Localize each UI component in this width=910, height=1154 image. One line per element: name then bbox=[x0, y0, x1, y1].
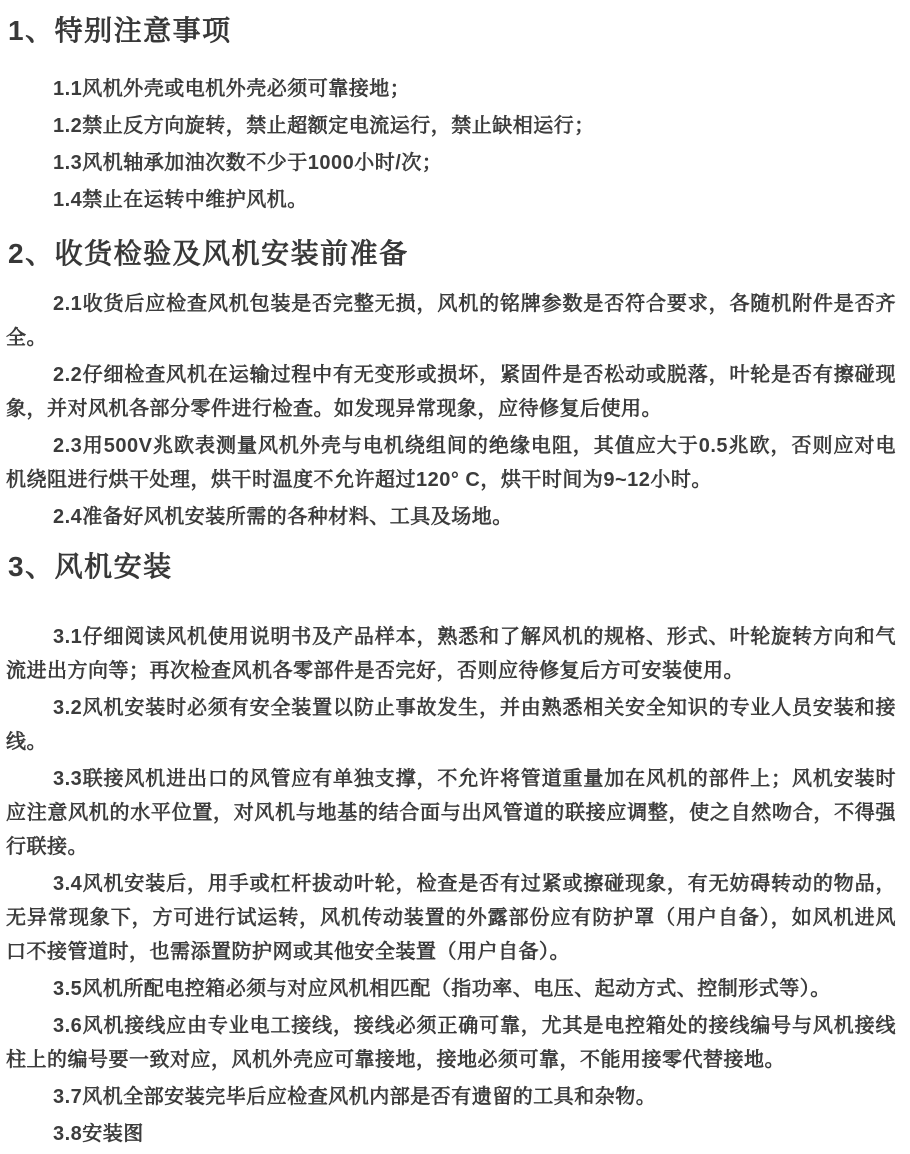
section-receiving-inspection bbox=[6, 237, 896, 534]
paragraph-3-1: 3.1仔细阅读风机使用说明书及产品样本，熟悉和了解风机的规格、形式、叶轮旋转方向和气流进出方向等；再次检查风机各零部件是否完好，否则应待修复后方可安装使用。 bbox=[6, 626, 896, 682]
paragraph-2-3: 2.3用500V兆欧表测量风机外壳与电机绕组间的绝缘电阻，其值应大于0.5兆欧，否则应对电机绕阻进行烘干处理，烘干时温度不允许超过120° C，烘干时间为9~12小时。 bbox=[6, 435, 896, 491]
section-heading-fan-installation: 3、风机安装 bbox=[8, 551, 173, 582]
paragraph-1-4: 1.4禁止在运转中维护风机。 bbox=[53, 189, 308, 211]
paragraph-2-4: 2.4准备好风机安装所需的各种材料、工具及场地。 bbox=[53, 506, 513, 528]
paragraph-3-2: 3.2风机安装时必须有安全装置以防止事故发生，并由熟悉相关安全知识的专业人员安装和接线。 bbox=[6, 697, 896, 753]
section-special-notes bbox=[6, 14, 896, 217]
paragraph-3-8: 3.8安装图 bbox=[53, 1123, 144, 1145]
paragraph-1-3: 1.3风机轴承加油次数不少于1000小时/次； bbox=[53, 152, 443, 174]
paragraph-3-7: 3.7风机全部安装完毕后应检查风机内部是否有遗留的工具和杂物。 bbox=[53, 1086, 657, 1108]
paragraph-3-3: 3.3联接风机进出口的风管应有单独支撑，不允许将管道重量加在风机的部件上；风机安装时应注意风机的水平位置，对风机与地基的结合面与出风管道的联接应调整，使之自然吻合，不得强行联接。 bbox=[6, 768, 896, 858]
paragraph-2-1: 2.1收货后应检查风机包装是否完整无损，风机的铭牌参数是否符合要求，各随机附件是否齐全。 bbox=[6, 293, 896, 349]
paragraph-1-2: 1.2禁止反方向旋转，禁止超额定电流运行，禁止缺相运行； bbox=[53, 115, 595, 137]
section-heading-receiving-inspection: 2、收货检验及风机安装前准备 bbox=[8, 238, 409, 269]
paragraph-3-5: 3.5风机所配电控箱必须与对应风机相匹配（指功率、电压、起动方式、控制形式等）。 bbox=[53, 978, 831, 1000]
section-heading-special-notes: 1、特别注意事项 bbox=[8, 15, 232, 46]
section-fan-installation bbox=[6, 550, 896, 1151]
paragraph-3-4: 3.4风机安装后，用手或杠杆拔动叶轮，检查是否有过紧或擦碰现象，有无妨碍转动的物品，无异常现象下，方可进行试运转，风机传动装置的外露部份应有防护罩（用户自备），如风机进风口不接管道时，也需添置防护网或其他安全装置（用户自备）。 bbox=[6, 873, 896, 963]
paragraph-3-6: 3.6风机接线应由专业电工接线，接线必须正确可靠，尤其是电控箱处的接线编号与风机接线柱上的编号要一致对应，风机外壳应可靠接地，接地必须可靠，不能用接零代替接地。 bbox=[6, 1015, 896, 1071]
paragraph-1-1: 1.1风机外壳或电机外壳必须可靠接地； bbox=[53, 78, 411, 100]
paragraph-2-2: 2.2仔细检查风机在运输过程中有无变形或损坏，紧固件是否松动或脱落，叶轮是否有擦碰现象，并对风机各部分零件进行检查。如发现异常现象，应待修复后使用。 bbox=[6, 364, 896, 420]
